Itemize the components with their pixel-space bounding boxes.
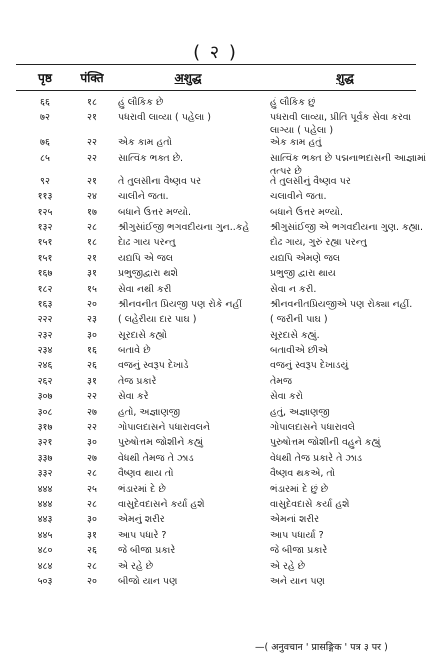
row-line: ३० bbox=[87, 437, 97, 449]
row-wrong: ભંડારમાં દે છે bbox=[118, 483, 166, 495]
row-line: २० bbox=[87, 298, 97, 310]
row-line: १८ bbox=[87, 237, 97, 249]
row-page: ४८४ bbox=[37, 560, 53, 572]
table-header bbox=[0, 67, 431, 89]
row-right: જે બીજા પ્રકારે bbox=[270, 545, 328, 557]
row-line: १५ bbox=[87, 283, 97, 295]
row-line: २२ bbox=[87, 391, 97, 403]
row-line: ३१ bbox=[87, 529, 97, 541]
row-line: २१ bbox=[87, 175, 97, 187]
row-right: ભંડારમાં દે છું છે bbox=[270, 483, 329, 495]
row-page: ३३२ bbox=[37, 468, 53, 480]
row-right: ( જરીની પાઘ ) bbox=[270, 314, 328, 326]
row-line: ३० bbox=[87, 329, 97, 341]
row-line: २२ bbox=[87, 137, 97, 149]
row-wrong: પધરાવી લાવ્યા ( પહેલા ) bbox=[118, 112, 211, 124]
row-right: આપ પધાર્યા ? bbox=[270, 529, 324, 541]
row-line: २४ bbox=[87, 191, 97, 203]
table-row bbox=[0, 221, 431, 234]
row-page: ६६ bbox=[40, 97, 50, 108]
row-page: १५१ bbox=[37, 252, 53, 264]
header-page: पृष्ठ bbox=[38, 71, 52, 85]
row-line: २७ bbox=[87, 406, 97, 418]
row-line: २७ bbox=[87, 452, 97, 464]
row-wrong: એક કામ હતો bbox=[118, 137, 172, 149]
row-line: ३१ bbox=[87, 375, 97, 387]
row-line: ३१ bbox=[87, 268, 97, 280]
row-wrong: એમનું શરીર bbox=[118, 514, 165, 526]
row-wrong: વજનું સ્વરૂપ દેખાડે bbox=[118, 360, 189, 372]
table-row bbox=[0, 452, 431, 465]
table-row bbox=[0, 236, 431, 249]
row-wrong: સાત્વિક ભક્ત છે. bbox=[118, 152, 184, 164]
row-right: શ્રીગુસાંઈજી એ ભગવદીયના ગુણ. કહ્યા. bbox=[270, 221, 424, 233]
header-wrong: अशुद्ध bbox=[174, 71, 202, 85]
row-line: २२ bbox=[87, 422, 97, 434]
table-row bbox=[0, 206, 431, 219]
row-wrong: પ્રભુજીદ્વારા થશે bbox=[118, 268, 178, 280]
row-page: ३३७ bbox=[37, 452, 53, 464]
row-page: २३४ bbox=[37, 345, 53, 357]
row-right: હું લૌકિક છું bbox=[270, 97, 316, 108]
row-line: १८ bbox=[87, 97, 97, 108]
row-line: २३ bbox=[87, 314, 97, 326]
table-row bbox=[0, 575, 431, 588]
row-right: શ્રીનવનીતપ્રિયજીએ પણ રોક્યા નહીં. bbox=[270, 298, 413, 310]
row-page: ९२ bbox=[40, 175, 50, 187]
row-wrong: શ્રીગુસાંઈજી ભગવદીયના ગુન..કહે bbox=[118, 221, 250, 233]
row-right: તેમજ bbox=[270, 375, 292, 387]
row-line: २८ bbox=[87, 498, 97, 510]
row-right: પુરુષોત્તમ જોશીની વહુને કહ્યું bbox=[270, 437, 381, 449]
table-row bbox=[0, 483, 431, 496]
row-wrong: બધાને ઉત્તર મળ્યો. bbox=[118, 206, 191, 218]
row-wrong: હું લૌકિક છે bbox=[118, 97, 164, 108]
footer-note: —( अनुवचान ' प्रासङ्गिक ' पत्र ३ पर ) bbox=[255, 642, 388, 653]
row-line: २५ bbox=[87, 483, 97, 495]
row-wrong: ( લહેરીયા દાર પાઘ ) bbox=[118, 314, 197, 326]
table-row bbox=[0, 529, 431, 542]
row-wrong: જે બીજા પ્રકારે bbox=[118, 545, 176, 557]
table-row bbox=[0, 152, 431, 177]
row-wrong: તે તુલસીના વૈષ્ણવ પર bbox=[118, 175, 202, 187]
table-row bbox=[0, 560, 431, 573]
row-line: २० bbox=[87, 575, 97, 587]
table-row bbox=[0, 421, 431, 434]
row-right: વેધથી તેજ પ્રકારે તે ઝાડ bbox=[270, 452, 363, 464]
row-line: २२ bbox=[87, 152, 97, 164]
row-wrong: એ રહે છે bbox=[118, 560, 154, 572]
row-page: ४४४ bbox=[37, 483, 53, 495]
row-line: २६ bbox=[87, 360, 97, 372]
row-page: ३१७ bbox=[37, 422, 53, 434]
row-wrong: હતો, અજ્ઞાણજી bbox=[118, 406, 181, 418]
row-right: અને યાન પણ bbox=[270, 575, 325, 587]
row-line: २१ bbox=[87, 252, 97, 264]
row-page: २४६ bbox=[37, 360, 53, 372]
table-row bbox=[0, 375, 431, 388]
row-wrong: બીજો યાન પણ bbox=[118, 575, 178, 587]
row-right: હતું, અજ્ઞાણજી bbox=[270, 406, 330, 418]
row-right: એક કામ હતું bbox=[270, 137, 322, 149]
table-row bbox=[0, 136, 431, 149]
header-line: पंक्ति bbox=[80, 71, 104, 85]
row-page: ४४५ bbox=[37, 529, 53, 541]
table-row bbox=[0, 283, 431, 296]
row-wrong: ગોપાલદાસને પધારાવલને bbox=[118, 422, 211, 434]
table-row bbox=[0, 513, 431, 526]
row-page: १३२ bbox=[37, 221, 53, 233]
table-row bbox=[0, 498, 431, 511]
row-right: પ્રભુજી દ્વારા થાય bbox=[270, 268, 336, 280]
table-row bbox=[0, 267, 431, 280]
row-page: ३२१ bbox=[37, 437, 53, 449]
row-line: २८ bbox=[87, 468, 97, 480]
row-right: સેવા ન કરી. bbox=[270, 283, 317, 295]
table-row bbox=[0, 298, 431, 311]
table-row bbox=[0, 390, 431, 403]
row-page: ११३ bbox=[37, 191, 53, 203]
row-right: સેવા કરો bbox=[270, 391, 303, 403]
table-row bbox=[0, 190, 431, 203]
page-number: ( २ ) bbox=[193, 42, 238, 63]
row-page: ३०७ bbox=[37, 391, 53, 403]
row-wrong: ચાલીને જતા. bbox=[118, 191, 169, 203]
row-line: २१ bbox=[87, 112, 97, 124]
row-page: २२२ bbox=[37, 314, 53, 326]
row-wrong: શ્રીનવનીત પ્રિયજી પણ રોકે નહીં bbox=[118, 298, 242, 310]
row-page: १६७ bbox=[37, 268, 53, 280]
table-row bbox=[0, 467, 431, 480]
row-wrong: વૈષ્ણવ થાય તો bbox=[118, 468, 174, 480]
row-wrong: યદ્યપિ એ જલ bbox=[118, 252, 174, 264]
row-page: १२५ bbox=[37, 206, 53, 218]
row-right: દોઢ ગાય, ગુરું રહ્યા પરન્તુ bbox=[270, 237, 367, 249]
row-right: વજનું સ્વરૂપ દેખાડયું bbox=[270, 360, 349, 372]
row-right: વૈષ્ણવ થકએ, તો bbox=[270, 468, 336, 480]
row-line: २८ bbox=[87, 221, 97, 233]
row-page: २३२ bbox=[37, 329, 53, 341]
row-page: ३०८ bbox=[37, 406, 53, 418]
row-line: २६ bbox=[87, 545, 97, 557]
row-line: १७ bbox=[87, 206, 97, 218]
table-row bbox=[0, 329, 431, 342]
table-row bbox=[0, 544, 431, 557]
row-right: સાત્વિક ભક્ત છે પદ્મનાભદાસની આજ્ઞામાં તત્પર છે bbox=[270, 152, 430, 177]
row-right: સૂરદાસે કહ્યું. bbox=[270, 329, 320, 341]
top-rule bbox=[16, 64, 416, 65]
row-wrong: તેજ પ્રકારે bbox=[118, 375, 157, 387]
row-line: ३० bbox=[87, 514, 97, 526]
row-right: પધરાવી લાવ્યા, પ્રીતિ પૂર્વક સેવા કરવા લાગ્યા ( પહેલા ) bbox=[270, 112, 415, 137]
row-wrong: દેાઢ ગાય પરન્તુ bbox=[118, 237, 176, 249]
row-page: ७२ bbox=[40, 112, 50, 124]
table-row bbox=[0, 313, 431, 326]
row-page: ४४३ bbox=[37, 514, 53, 526]
table-row bbox=[0, 96, 431, 109]
row-right: ચલાવીને જતા. bbox=[270, 191, 327, 203]
row-page: ४४४ bbox=[37, 498, 53, 510]
row-wrong: સૂરદાસે કહ્યો bbox=[118, 329, 167, 341]
row-right: બધાને ઉત્તર મળ્યો. bbox=[270, 206, 343, 218]
row-line: १६ bbox=[87, 345, 97, 357]
row-wrong: પુરુષોત્તમ જોશીને કહ્યું bbox=[118, 437, 203, 449]
row-wrong: આપ પધારે ? bbox=[118, 529, 167, 541]
table-row bbox=[0, 252, 431, 265]
row-right: તે તુલસીનું વૈષ્ણવ પર bbox=[270, 175, 351, 187]
row-right: એ રહે છે bbox=[270, 560, 306, 572]
row-page: २६२ bbox=[37, 375, 53, 387]
table-row bbox=[0, 344, 431, 357]
table-row bbox=[0, 175, 431, 188]
row-wrong: બતાવે છે bbox=[118, 345, 151, 357]
row-page: १८२ bbox=[37, 283, 53, 295]
row-wrong: વાસુદેવદાસને કર્યા હશે bbox=[118, 498, 205, 510]
row-page: १६३ bbox=[37, 298, 53, 310]
row-right: યદ્યપિ એમણે જલ bbox=[270, 252, 341, 264]
table-row bbox=[0, 111, 431, 137]
row-page: ५०३ bbox=[37, 575, 53, 587]
row-right: ગોપાલદાસને પધારાવલે bbox=[270, 422, 355, 434]
header-rule bbox=[16, 90, 416, 91]
row-wrong: સેવા કરે bbox=[118, 391, 149, 403]
row-page: ८५ bbox=[40, 152, 50, 164]
row-right: એમનાં શરીર bbox=[270, 514, 320, 526]
row-page: ७६ bbox=[40, 137, 50, 149]
row-wrong: વેધથી તેમજ તે ઝાડ bbox=[118, 452, 194, 464]
table-row bbox=[0, 406, 431, 419]
row-right: વાસુદેવદાસે કર્યા હશે bbox=[270, 498, 350, 510]
row-page: ४८० bbox=[37, 545, 53, 557]
row-wrong: સેવા નથી કરી bbox=[118, 283, 172, 295]
table-row bbox=[0, 436, 431, 449]
errata-table bbox=[0, 96, 431, 590]
header-right: शुद्ध bbox=[336, 71, 354, 85]
row-line: २८ bbox=[87, 560, 97, 572]
table-row bbox=[0, 359, 431, 372]
row-right: બતાવીએ છીએ bbox=[270, 345, 329, 357]
row-page: १५१ bbox=[37, 237, 53, 249]
